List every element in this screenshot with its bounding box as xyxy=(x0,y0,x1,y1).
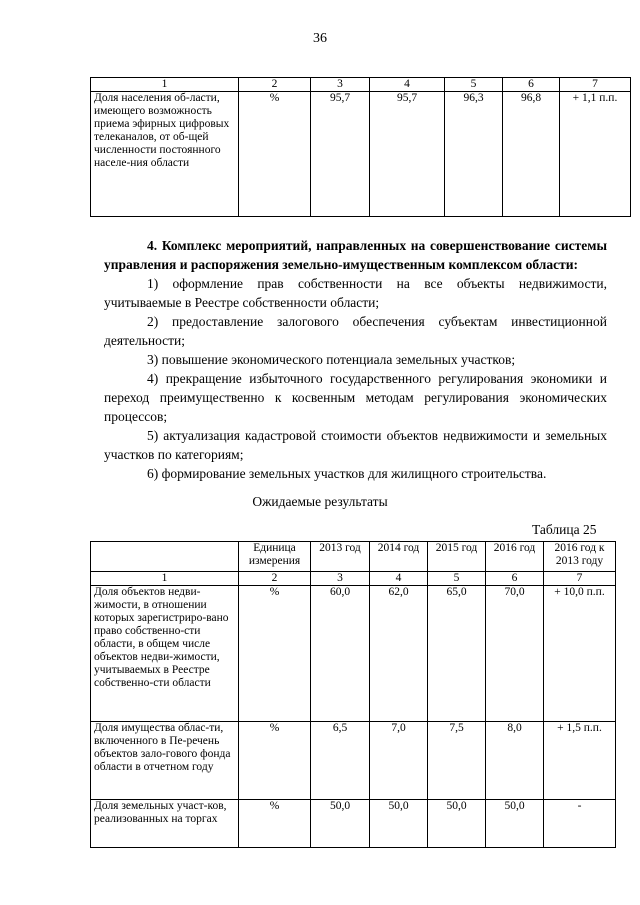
col-num: 7 xyxy=(560,78,631,92)
value-2015: 65,0 xyxy=(428,586,486,722)
row-label: Доля населения об-ласти, имеющего возможность приема эфирных цифровых телеканалов, от об-щей численности постоянного населе-ния области xyxy=(91,92,239,217)
list-item: 5) актуализация кадастровой стоимости объектов недвижимости и земельных участков по категориям; xyxy=(104,428,607,462)
header-cell: Единица измерения xyxy=(239,542,311,572)
col-num: 6 xyxy=(486,572,544,586)
table-row xyxy=(91,92,631,217)
value-2014: 50,0 xyxy=(370,800,428,848)
value-2016: 8,0 xyxy=(486,722,544,800)
table-row xyxy=(91,722,616,800)
value-2013: 95,7 xyxy=(311,92,370,217)
value-delta: - xyxy=(544,800,616,848)
value-2015: 7,5 xyxy=(428,722,486,800)
results-caption: Ожидаемые результаты xyxy=(252,494,388,509)
col-num: 4 xyxy=(370,78,445,92)
value-2013: 6,5 xyxy=(311,722,370,800)
col-num: 7 xyxy=(544,572,616,586)
value-2016: 70,0 xyxy=(486,586,544,722)
table-header-row xyxy=(91,542,616,572)
header-cell: 2014 год xyxy=(370,542,428,572)
page-number: 36 xyxy=(313,31,327,46)
value-2014: 95,7 xyxy=(370,92,445,217)
col-num: 1 xyxy=(91,78,239,92)
value-delta: + 1,1 п.п. xyxy=(560,92,631,217)
unit-cell: % xyxy=(239,586,311,722)
value-delta: + 1,5 п.п. xyxy=(544,722,616,800)
col-num: 5 xyxy=(445,78,503,92)
header-cell: 2016 год к 2013 году xyxy=(544,542,616,572)
value-delta: + 10,0 п.п. xyxy=(544,586,616,722)
list-item: 4) прекращение избыточного государственного регулирования экономики и переход преимущественно к косвенным методам регулирования экономических процессов; xyxy=(104,371,607,424)
col-num: 6 xyxy=(503,78,560,92)
col-num: 2 xyxy=(239,572,311,586)
unit-cell: % xyxy=(239,92,311,217)
table-continuation xyxy=(90,77,631,217)
header-cell: 2015 год xyxy=(428,542,486,572)
row-label: Доля земельных участ-ков, реализованных на торгах xyxy=(91,800,239,848)
value-2016: 96,8 xyxy=(503,92,560,217)
list-item: 6) формирование земельных участков для жилищного строительства. xyxy=(147,466,547,481)
section-heading: 4. Комплекс мероприятий, направленных на совершенствование системы управления и распоряжения земельно-имущественным комплексом области: xyxy=(104,238,607,272)
col-num: 3 xyxy=(311,78,370,92)
col-num: 1 xyxy=(91,572,239,586)
value-2013: 60,0 xyxy=(311,586,370,722)
value-2015: 50,0 xyxy=(428,800,486,848)
value-2015: 96,3 xyxy=(445,92,503,217)
header-cell: 2013 год xyxy=(311,542,370,572)
value-2014: 62,0 xyxy=(370,586,428,722)
table-row xyxy=(91,800,616,848)
list-item: 2) предоставление залогового обеспечения субъектам инвестиционной деятельности; xyxy=(104,314,607,348)
header-cell: 2016 год xyxy=(486,542,544,572)
col-num: 2 xyxy=(239,78,311,92)
unit-cell: % xyxy=(239,722,311,800)
table-header-row xyxy=(91,78,631,92)
results-table xyxy=(90,541,616,848)
list-item: 1) оформление прав собственности на все объекты недвижимости, учитываемые в Реестре собственности области; xyxy=(104,276,607,310)
value-2013: 50,0 xyxy=(311,800,370,848)
row-label: Доля объектов недви-жимости, в отношении которых зарегистриро-вано право собственно-сти области, в общем числе объектов недви-жимости, учитываемых в Реестре собственно-сти области xyxy=(91,586,239,722)
table-row xyxy=(91,586,616,722)
table-label: Таблица 25 xyxy=(532,522,597,537)
col-num: 3 xyxy=(311,572,370,586)
col-num: 4 xyxy=(370,572,428,586)
list-item: 3) повышение экономического потенциала земельных участков; xyxy=(147,352,516,367)
value-2014: 7,0 xyxy=(370,722,428,800)
unit-cell: % xyxy=(239,800,311,848)
table-number-row xyxy=(91,572,616,586)
header-cell xyxy=(91,542,239,572)
value-2016: 50,0 xyxy=(486,800,544,848)
col-num: 5 xyxy=(428,572,486,586)
row-label: Доля имущества облас-ти, включенного в Пе-речень объектов зало-гового фонда области в отчетном году xyxy=(91,722,239,800)
section-body xyxy=(104,236,607,483)
